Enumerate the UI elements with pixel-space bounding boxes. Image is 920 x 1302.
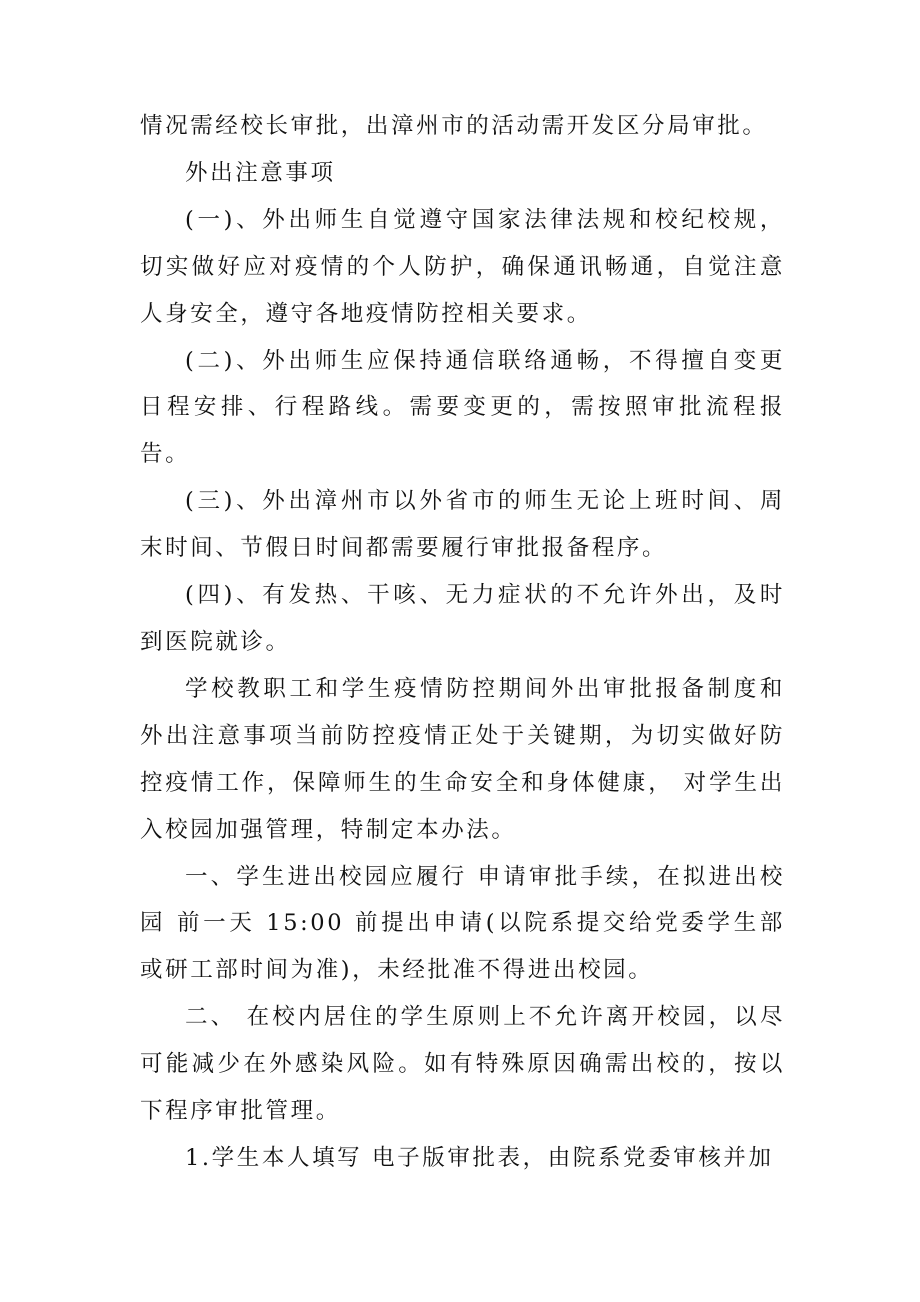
- section-heading-outing-notes: 外出注意事项: [185, 159, 336, 186]
- document-body: [140, 103, 785, 1182]
- paragraph-note-4: (四)、有发热、干咳、无力症状的不允许外出，及时到医院就诊。: [140, 582, 785, 655]
- paragraph-rule-1: 一、学生进出校园应履行 申请审批手续，在拟进出校园 前一天 15:00 前提出申请(以院系提交给党委学生部或研工部时间为准)，未经批准不得进出校园。: [140, 863, 785, 984]
- paragraph-note-1: (一)、外出师生自觉遵守国家法律法规和校纪校规，切实做好应对疫情的个人防护，确保通讯畅通，自觉注意人身安全，遵守各地疫情防控相关要求。: [140, 206, 785, 327]
- paragraph-note-3: (三)、外出漳州市以外省市的师生无论上班时间、周末时间、节假日时间都需要履行审批报备程序。: [140, 488, 785, 562]
- paragraph-approval-continuation: 情况需经校长审批，出漳州市的活动需开发区分局审批。: [140, 113, 768, 139]
- paragraph-policy-intro: 学校教职工和学生疫情防控期间外出审批报备制度和外出注意事项当前防控疫情正处于关键期，为切实做好防控疫情工作，保障师生的生命安全和身体健康， 对学生出入校园加强管理，特制定本办法。: [140, 675, 785, 843]
- paragraph-procedure-1: 1.学生本人填写 电子版审批表，由院系党委审核并加: [185, 1144, 774, 1171]
- paragraph-note-2: (二)、外出师生应保持通信联络通畅，不得擅自变更日程安排、行程路线。需要变更的，需按照审批流程报告。: [140, 347, 785, 468]
- paragraph-rule-2: 二、 在校内居住的学生原则上不允许离开校园，以尽可能减少在外感染风险。如有特殊原因确需出校的，按以下程序审批管理。: [140, 1004, 785, 1125]
